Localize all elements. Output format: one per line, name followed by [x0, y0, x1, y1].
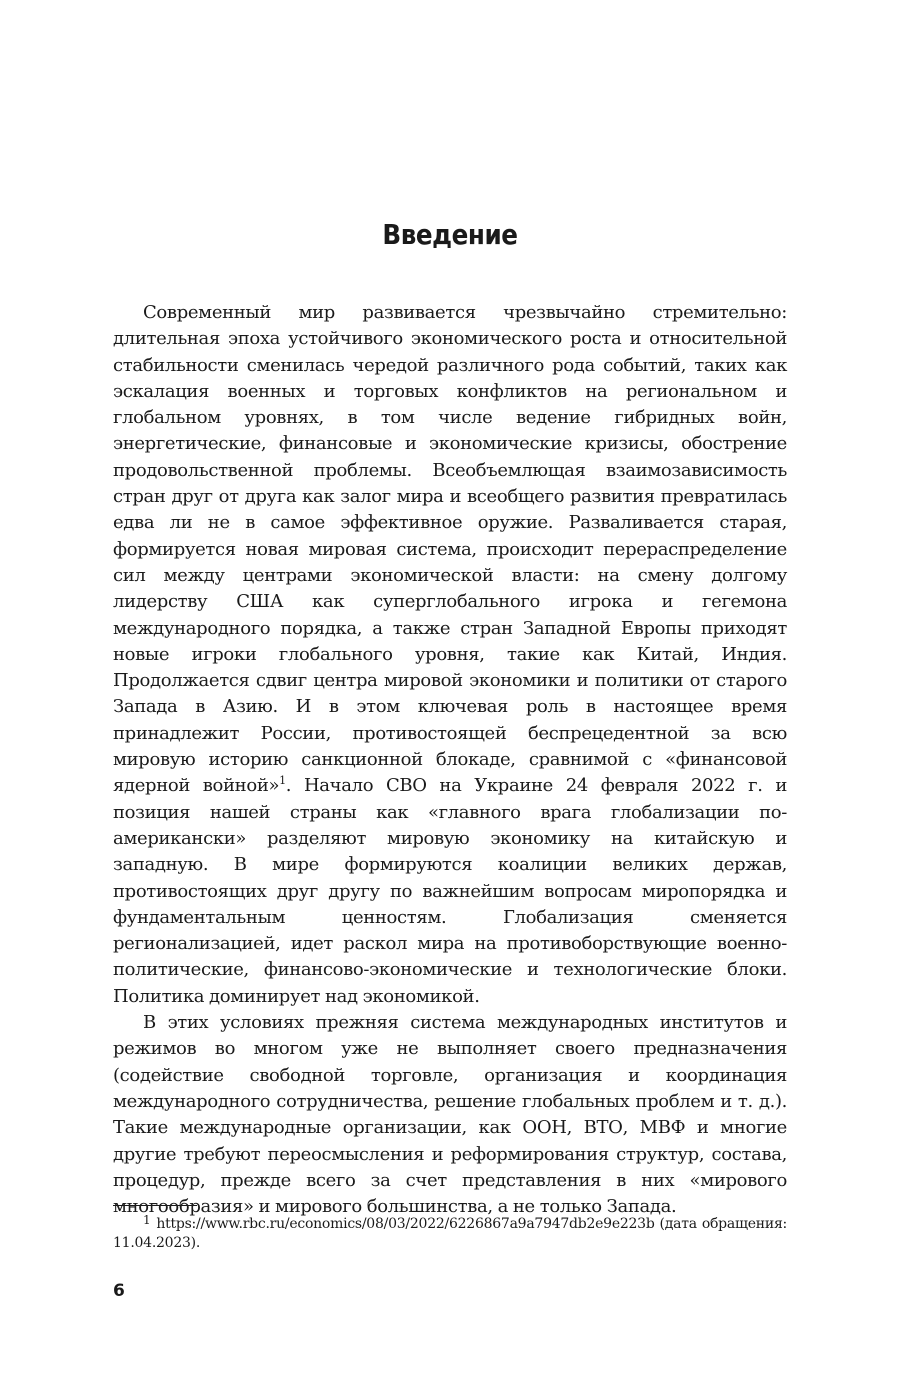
body-text [113, 300, 787, 1220]
footnote-marker: 1 [143, 1213, 151, 1227]
footnote-divider [113, 1205, 197, 1206]
paragraph-1-text-a: Современный мир развивается чрезвычайно стремительно: длительная эпоха устойчивого экономического роста и относительной стабильности сменилась чередой различного рода событий, таких как эскалация военных и торговых конфликтов на региональном и глобальном уровнях, в том числе ведение гибридных войн, энергетические, финансовые и экономические кризисы, обострение продовольственной проблемы. Всеобъемлющая взаимозависимость стран друг от друга как залог мира и всеобщего развития превратилась едва ли не в самое эффективное оружие. Разваливается старая, формируется новая мировая система, происходит перераспределение сил между центрами экономической власти: на смену долгому лидерству США как суперглобального игрока и гегемона международного порядка, а также стран Западной Европы приходят новые игроки глобального уровня, такие как Китай, Индия. Продолжается сдвиг центра мировой экономики и политики от старого Запада в Азию. И в этом ключевая роль в настоящее время принадлежит России, противостоящей беспрецедентной за всю мировую историю санкционной блокаде, сравнимой с «финансовой ядерной войной» [113, 302, 787, 797]
footnote-text: https://www.rbc.ru/economics/08/03/2022/6226867a9a7947db2e9e223b (дата обращения: 11.04.2023). [113, 1216, 787, 1251]
paragraph-1 [113, 300, 787, 1010]
paragraph-2: В этих условиях прежняя система международных институтов и режимов во многом уже не выполняет своего предназначения (содействие свободной торговле, организация и координация международного сотрудничества, решение глобальных проблем и т. д.). Такие международные организации, как ООН, ВТО, МВФ и многие другие требуют переосмысления и реформирования структур, состава, процедур, прежде всего за счет представления в них «мирового многообразия» и мирового большинства, а не только Запада. [113, 1012, 787, 1218]
footnote-reference[interactable]: 1 [279, 774, 286, 788]
page-number: 6 [113, 1281, 125, 1301]
footnote [113, 1215, 787, 1253]
chapter-heading: Введение [382, 218, 518, 251]
paragraph-1-text-b: . Начало СВО на Украине 24 февраля 2022 г. и позиция нашей страны как «главного врага глобализации по-американски» разделяют мировую экономику на китайскую и западную. В мире формируются коалиции великих держав, противостоящих друг другу по важнейшим вопросам миропорядка и фундаментальным ценностям. Глобализация сменяется регионализацией, идет раскол мира на противоборствующие военно-политические, финансово-экономические и технологические блоки. Политика доминирует над экономикой. [113, 775, 787, 1007]
